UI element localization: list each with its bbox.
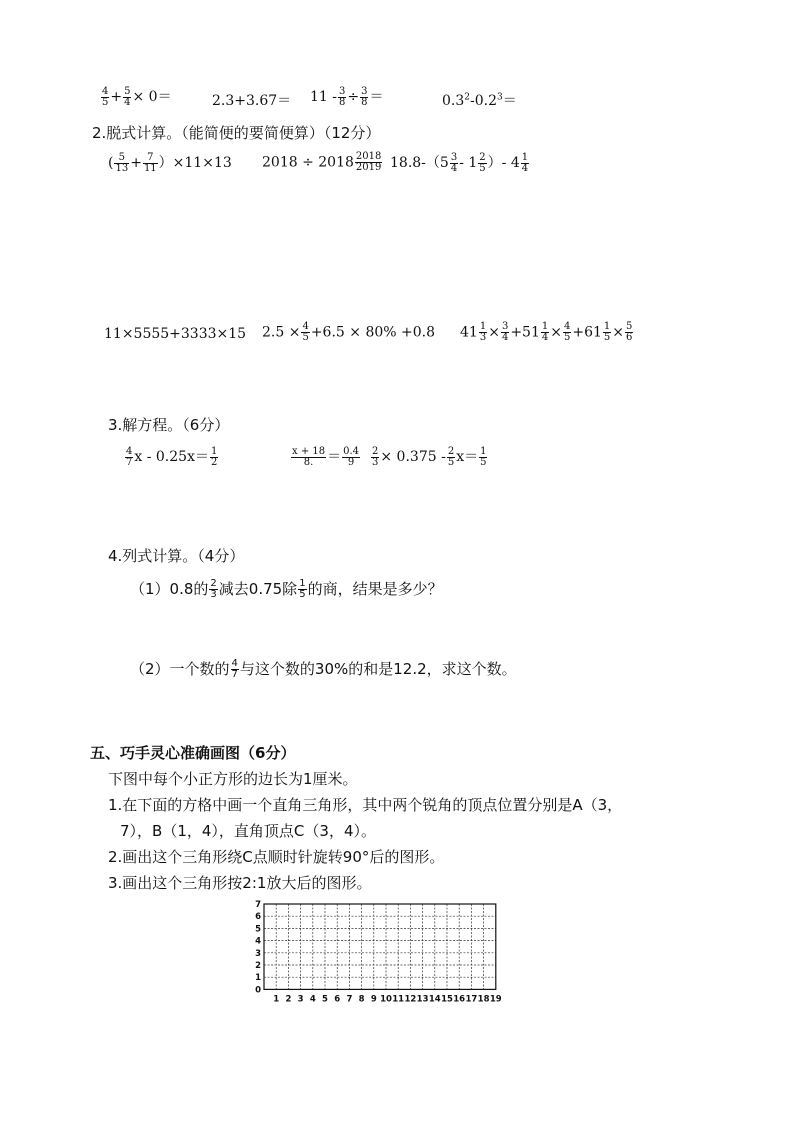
x-axis-label: 1 bbox=[273, 994, 280, 1005]
x-axis-label: 15 bbox=[441, 994, 453, 1005]
y-axis-label: 1 bbox=[255, 973, 261, 984]
x-axis-label: 2 bbox=[285, 994, 292, 1005]
section-5-intro: 下图中每个小正方形的边长为1厘米。 bbox=[108, 770, 358, 788]
x-axis-label: 12 bbox=[404, 994, 417, 1005]
word-problem-1: （1）0.8的 $\frac{2}{3}$ 减去0.75除 $\frac{1}{5}$ 的商，结果是多少？ bbox=[130, 578, 443, 600]
drawing-item-1-line-1: 1.在下面的方格中画一个直角三角形，其中两个锐角的顶点位置分别是A（3， bbox=[108, 796, 623, 814]
x-axis-label: 9 bbox=[370, 994, 377, 1005]
calc-row-1-expr-4: $0.3^2-0.2^3=$ bbox=[442, 92, 517, 109]
equation-3: $\frac{2}{3}$ × 0.375 - $\frac{2}{5}$ x＝ $\frac{1}{5}$ bbox=[372, 445, 487, 468]
fraction: $\frac{5}{4}$ bbox=[124, 85, 131, 108]
x-axis-label: 3 bbox=[297, 994, 304, 1005]
x-axis-label: 5 bbox=[322, 994, 328, 1005]
sec2-problem-1: ( $\frac{5}{13}$ + $\frac{7}{11}$ ）×11×13 bbox=[108, 151, 232, 174]
equation-2: $\frac{x + 18}{8.}$ ＝ $\frac{0.4}{9}$ bbox=[292, 445, 360, 468]
x-axis-label: 11 bbox=[392, 994, 405, 1005]
drawing-item-2: 2.画出这个三角形绕C点顺时针旋转90°后的图形。 bbox=[108, 848, 445, 866]
x-axis-label: 6 bbox=[334, 994, 341, 1005]
sec2-problem-4: 11×5555+3333×15 bbox=[104, 326, 247, 342]
y-axis-label: 5 bbox=[255, 924, 261, 935]
x-axis-label: 19 bbox=[489, 994, 502, 1005]
drawing-item-1-line-2: 7），B（1，4），直角顶点C（3，4）。 bbox=[120, 822, 376, 840]
x-axis-label: 8 bbox=[358, 994, 365, 1005]
section-2-title: 2.脱式计算。（能简便的要简便算）（12分） bbox=[92, 124, 381, 142]
x-axis-label: 16 bbox=[453, 994, 466, 1005]
x-axis-label: 18 bbox=[477, 994, 490, 1005]
x-axis-label: 4 bbox=[309, 994, 316, 1005]
equation-1: $\frac{4}{7}$ x - 0.25x＝ $\frac{1}{2}$ bbox=[126, 445, 218, 468]
section-4-title: 4.列式计算。（4分） bbox=[108, 547, 245, 565]
x-axis-label: 17 bbox=[465, 994, 478, 1005]
calc-row-1-expr-3: 11 - $\frac{3}{8}$ ÷ $\frac{3}{8}$ ＝ bbox=[310, 85, 384, 108]
drawing-item-3: 3.画出这个三角形按2:1放大后的图形。 bbox=[108, 874, 372, 892]
grid-border bbox=[264, 904, 496, 989]
x-axis-label: 10 bbox=[380, 994, 392, 1005]
y-axis-label: 3 bbox=[255, 948, 261, 959]
word-problem-2: （2）一个数的 $\frac{4}{7}$ 与这个数的30%的和是12.2，求这个数。 bbox=[130, 658, 517, 680]
calc-row-1-expr-2: 2.3+3.67＝ bbox=[212, 93, 292, 109]
fraction: $\frac{4}{5}$ bbox=[102, 85, 109, 108]
sec2-problem-3: 18.8-（5 $\frac{3}{4}$ - 1 $\frac{2}{5}$ ）- 4 $\frac{1}{4}$ bbox=[390, 151, 529, 174]
y-axis-label: 4 bbox=[255, 936, 261, 947]
x-axis-label: 13 bbox=[416, 994, 429, 1005]
sec2-problem-5: 2.5 × $\frac{4}{5}$ +6.5 × 80% +0.8 bbox=[262, 321, 436, 343]
y-axis-label: 7 bbox=[255, 900, 261, 910]
x-axis-label: 14 bbox=[428, 994, 441, 1005]
section-3-title: 3.解方程。（6分） bbox=[108, 416, 230, 434]
y-axis-label: 0 bbox=[255, 985, 261, 996]
sec2-problem-6: 41 $\frac{1}{3}$ × $\frac{3}{4}$ +51 $\frac{1}{4}$ × $\frac{4}{5}$ +61 $\frac{1}{5}$ × $\frac{5}{6}$ bbox=[460, 321, 633, 343]
section-5-title: 五、巧手灵心准确画图（6分） bbox=[90, 744, 296, 762]
sec2-problem-2: 2018 ÷ 2018 $\frac{2018}{2019}$ bbox=[262, 151, 382, 173]
y-axis-label: 2 bbox=[255, 961, 261, 971]
x-axis-label: 7 bbox=[346, 994, 353, 1005]
coordinate-grid[interactable] bbox=[250, 896, 510, 1008]
y-axis-label: 6 bbox=[255, 912, 261, 923]
calc-row-1-expr-1: $\frac{4}{5}$ + $\frac{5}{4}$ × 0＝ bbox=[102, 85, 172, 108]
